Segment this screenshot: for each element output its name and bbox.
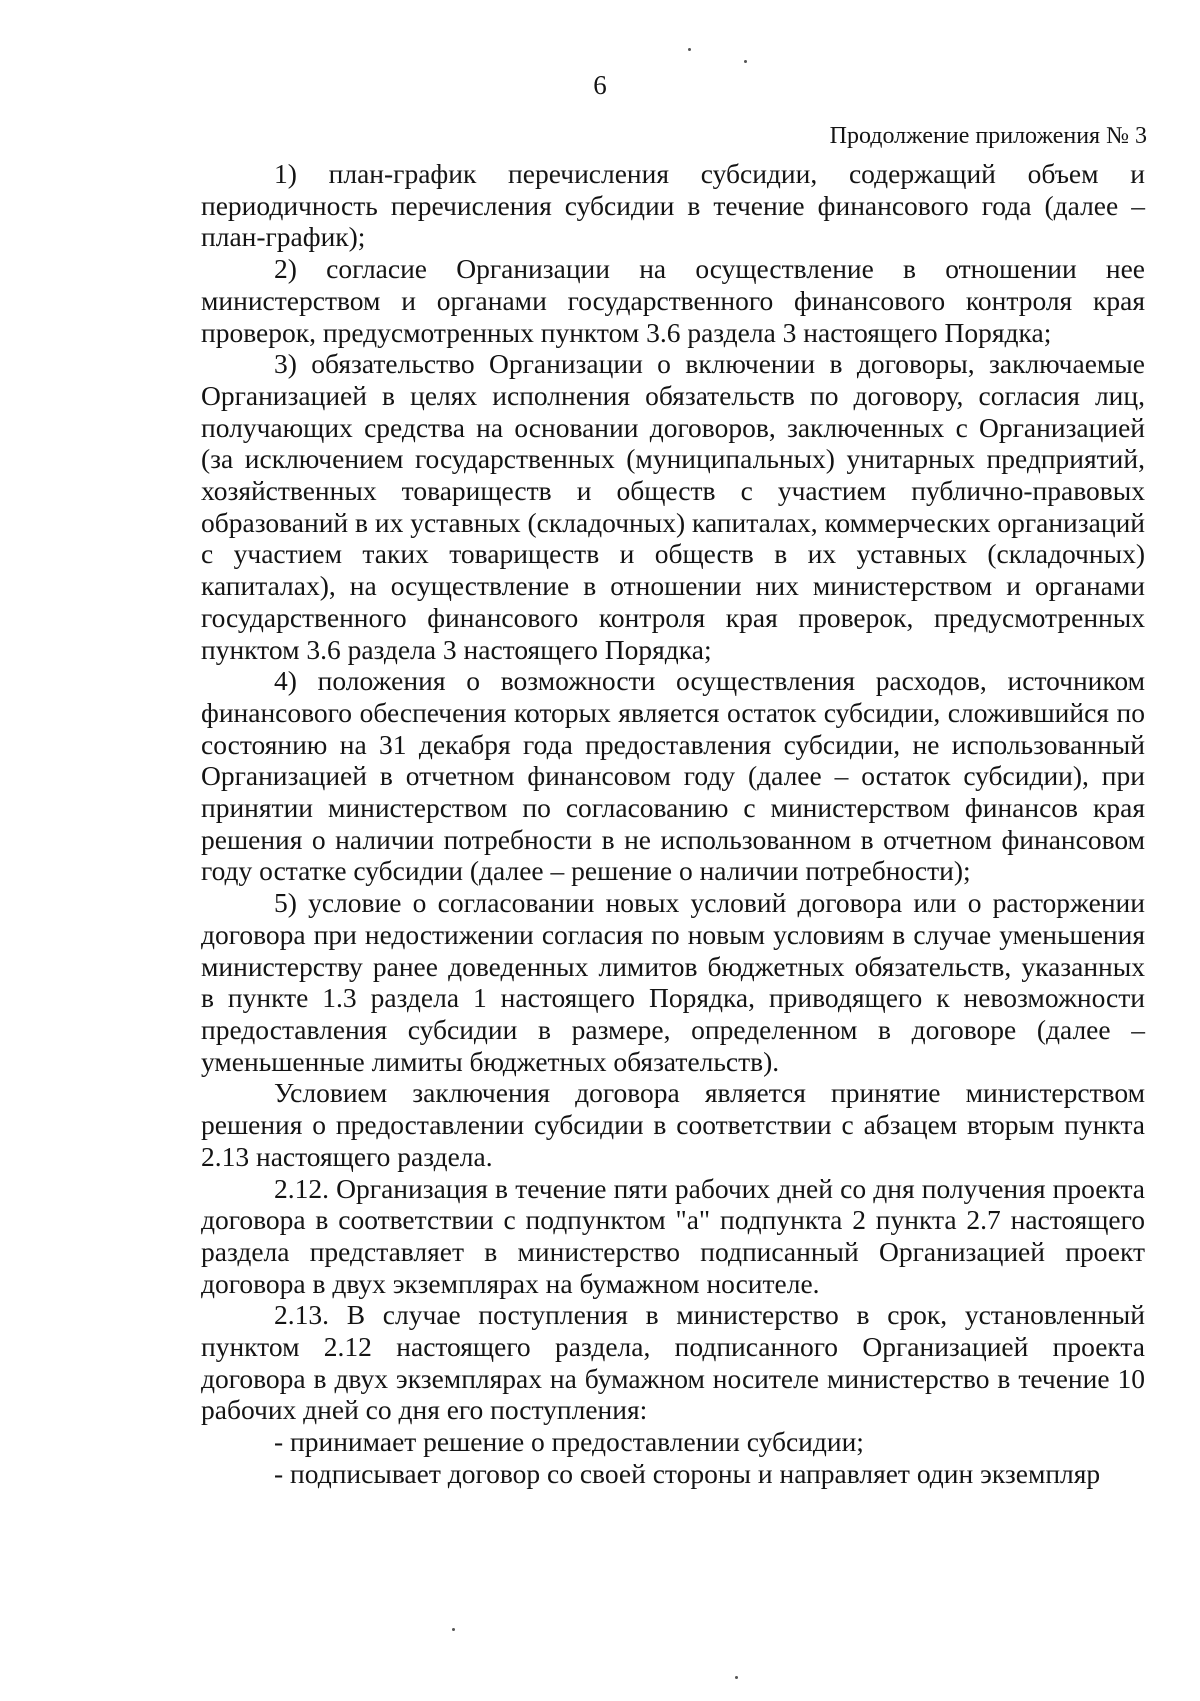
paragraph-bullet-2: - подписывает договор со своей стороны и направляет один экземпляр: [274, 1457, 1101, 1489]
scan-speck: [452, 1628, 455, 1631]
paragraph-item-4: 4) положения о возможности осуществления расходов, источником финансового обеспечения которых является остаток субсидии, сложившийся по состоянию на 31 декабря года предоставления субсидии, не использованный Организацией в отчетном финансовом году (далее – остаток субсидии), при принятии министерством по согласованию с министерством финансов края решения о наличии потребности в не использованном в отчетном финансовом году остатке субсидии (далее – решение о наличии потребности);: [201, 665, 1145, 887]
document-body: [201, 158, 1145, 1490]
scan-speck: [735, 1676, 738, 1679]
paragraph-2-13: 2.13. В случае поступления в министерство в срок, установленный пунктом 2.12 настоящего раздела, подписанного Организацией проекта договора в двух экземплярах на бумажном носителе министерство в течение 10 рабочих дней со дня его поступления:: [201, 1299, 1145, 1426]
page-number: 6: [593, 70, 607, 100]
paragraph-condition: Условием заключения договора является принятие министерством решения о предоставлении субсидии в соответствии с абзацем вторым пункта 2.13 настоящего раздела.: [201, 1077, 1145, 1172]
scan-speck: [744, 60, 747, 63]
paragraph-item-1: 1) план-график перечисления субсидии, содержащий объем и периодичность перечисления субсидии в течение финансового года (далее – план-график);: [201, 158, 1145, 253]
paragraph-item-3: 3) обязательство Организации о включении в договоры, заключаемые Организацией в целях исполнения обязательств по договору, согласия лиц, получающих средства на основании договоров, заключенных с Организацией (за исключением государственных (муниципальных) унитарных предприятий, хозяйственных товариществ и обществ с участием публично-правовых образований в их уставных (складочных) капиталах, коммерческих организаций с участием таких товариществ и обществ в их уставных (складочных) капиталах), на осуществление в отношении них министерством и органами государственного финансового контроля края проверок, предусмотренных пунктом 3.6 раздела 3 настоящего Порядка;: [201, 348, 1145, 665]
paragraph-item-5: 5) условие о согласовании новых условий договора или о расторжении договора при недостижении согласия по новым условиям в случае уменьшения министерству ранее доведенных лимитов бюджетных обязательств, указанных в пункте 1.3 раздела 1 настоящего Порядка, приводящего к невозможности предоставления субсидии в размере, определенном в договоре (далее – уменьшенные лимиты бюджетных обязательств).: [201, 887, 1145, 1077]
paragraph-2-12: 2.12. Организация в течение пяти рабочих дней со дня получения проекта договора в соответствии с подпунктом "а" подпункта 2 пункта 2.7 настоящего раздела представляет в министерство подписанный Организацией проект договора в двух экземплярах на бумажном носителе.: [201, 1172, 1145, 1299]
appendix-continuation-note: Продолжение приложения № 3: [829, 123, 1147, 149]
scan-speck: [688, 48, 691, 51]
paragraph-bullet-1: - принимает решение о предоставлении субсидии;: [274, 1426, 864, 1458]
paragraph-item-2: 2) согласие Организации на осуществление в отношении нее министерством и органами государственного финансового контроля края проверок, предусмотренных пунктом 3.6 раздела 3 настоящего Порядка;: [201, 253, 1145, 348]
